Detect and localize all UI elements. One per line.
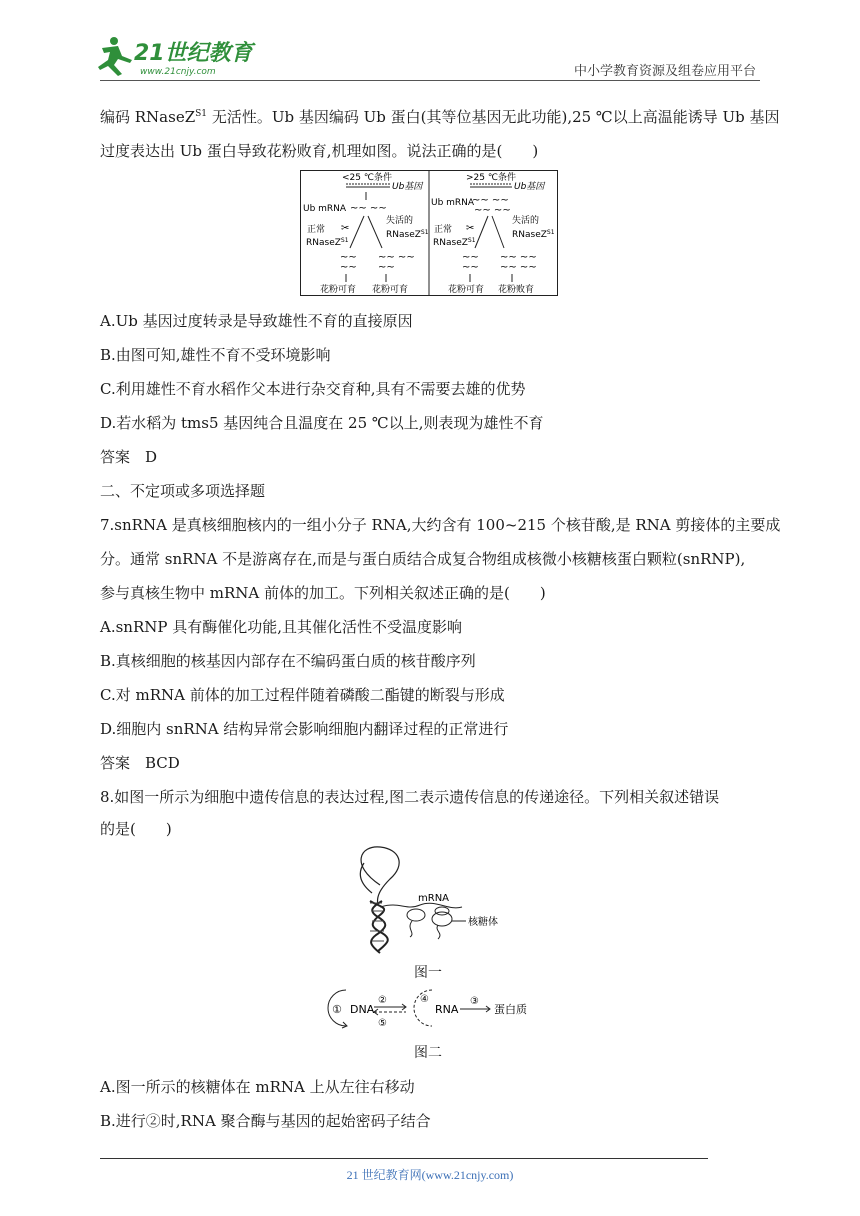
svg-text:⑤: ⑤: [378, 1018, 387, 1029]
q6-answer: 答案 D: [100, 448, 158, 466]
q7-option-d: D.细胞内 snRNA 结构异常会影响细胞内翻译过程的正常进行: [100, 720, 509, 738]
q6-option-a: A.Ub 基因过度转录是导致雄性不育的直接原因: [100, 312, 413, 330]
svg-text:失活的: 失活的: [386, 216, 414, 226]
q8-figure-1-caption: 图一: [414, 965, 442, 981]
svg-text:蛋白质: 蛋白质: [494, 1003, 527, 1016]
svg-text:花粉可育: 花粉可育: [372, 285, 409, 295]
svg-text:✂: ✂: [341, 223, 350, 234]
svg-text:DNA: DNA: [350, 1003, 375, 1016]
runner-icon: [98, 37, 132, 76]
svg-text:①: ①: [332, 1003, 342, 1016]
svg-text:~~: ~~: [378, 262, 395, 273]
svg-text:正常: 正常: [307, 225, 326, 235]
q7-option-b: B.真核细胞的核基因内部存在不编码蛋白质的核苷酸序列: [100, 652, 476, 670]
svg-text:核糖体: 核糖体: [468, 917, 498, 928]
svg-text:~~ ~~: ~~ ~~: [474, 205, 511, 216]
svg-text:~~ ~~: ~~ ~~: [500, 252, 537, 263]
platform-name: 中小学教育资源及组卷应用平台: [573, 64, 756, 79]
svg-text:Ub基因: Ub基因: [392, 182, 423, 192]
svg-text:>25 ℃条件: >25 ℃条件: [466, 173, 516, 183]
q7-answer: 答案 BCD: [100, 754, 180, 772]
svg-text:正常: 正常: [434, 225, 453, 235]
svg-text:~~ ~~: ~~ ~~: [472, 195, 509, 206]
svg-text:③: ③: [470, 996, 479, 1007]
svg-text:Ub mRNA: Ub mRNA: [303, 204, 347, 214]
q8-line-2: 的是( ): [100, 820, 172, 838]
q8-figure-2: [320, 986, 536, 1030]
svg-text:RNaseZS1: RNaseZ$^{S1}$: [433, 237, 476, 248]
q7-line-1: 7.snRNA 是真核细胞核内的一组小分子 RNA,大约含有 100~215 个核苷酸,是 RNA 剪接体的主要成: [100, 516, 781, 534]
svg-text:失活的: 失活的: [512, 216, 540, 226]
svg-text:花粉可育: 花粉可育: [448, 285, 485, 295]
q8-option-a: A.图一所示的核糖体在 mRNA 上从左往右移动: [100, 1078, 415, 1096]
logo-text: 21世纪教育: [134, 41, 253, 66]
header-divider: [100, 80, 760, 81]
svg-text:②: ②: [378, 995, 387, 1006]
q6-option-d: D.若水稻为 tms5 基因纯合且温度在 25 ℃以上,则表现为雄性不育: [100, 414, 544, 432]
svg-text:~~: ~~: [340, 262, 357, 273]
svg-text:Ub基因: Ub基因: [514, 182, 545, 192]
q7-option-c: C.对 mRNA 前体的加工过程伴随着磷酸二酯键的断裂与形成: [100, 686, 505, 704]
q7-option-a: A.snRNP 具有酶催化功能,且其催化活性不受温度影响: [100, 618, 463, 636]
q6-line-2: 过度表达出 Ub 蛋白导致花粉败育,机理如图。说法正确的是( ): [100, 142, 539, 160]
svg-text:~~: ~~: [340, 252, 357, 263]
svg-text:RNA: RNA: [435, 1003, 459, 1016]
site-logo: [92, 34, 262, 78]
svg-text:RNaseZS1: RNaseZ$^{S1}$: [386, 229, 429, 240]
footer-text: 21 世纪教育网(www.21cnjy.com): [346, 1168, 514, 1182]
svg-text:花粉可育: 花粉可育: [320, 285, 357, 295]
svg-text:Ub mRNA: Ub mRNA: [431, 198, 475, 208]
q8-figure-2-caption: 图二: [414, 1045, 442, 1061]
svg-text:<25 ℃条件: <25 ℃条件: [342, 173, 392, 183]
q8-option-b: B.进行②时,RNA 聚合酶与基因的起始密码子结合: [100, 1112, 431, 1130]
svg-text:~~ ~~: ~~ ~~: [500, 262, 537, 273]
svg-text:~~: ~~: [462, 252, 479, 263]
q7-line-3: 参与真核生物中 mRNA 前体的加工。下列相关叙述正确的是( ): [100, 584, 546, 602]
section-heading: 二、不定项或多项选择题: [100, 482, 266, 500]
svg-text:~~ ~~: ~~ ~~: [378, 252, 415, 263]
svg-text:✂: ✂: [466, 223, 475, 234]
svg-text:RNaseZS1: RNaseZ$^{S1}$: [512, 229, 555, 240]
svg-text:~~ ~~: ~~ ~~: [350, 203, 387, 214]
svg-text:RNaseZS1: RNaseZ$^{S1}$: [306, 237, 349, 248]
q7-line-2: 分。通常 snRNA 不是游离存在,而是与蛋白质结合成复合物组成核微小核糖核蛋白颗粒(snRNP),: [100, 550, 746, 568]
q6-option-b: B.由图可知,雄性不育不受环境影响: [100, 346, 331, 364]
q6-mechanism-figure: [300, 170, 558, 296]
q6-option-c: C.利用雄性不育水稻作父本进行杂交育种,具有不需要去雄的优势: [100, 380, 526, 398]
logo-url: www.21cnjy.com: [140, 67, 216, 77]
q8-line-1: 8.如图一所示为细胞中遗传信息的表达过程,图二表示遗传信息的传递途径。下列相关叙述错误: [100, 788, 720, 806]
svg-text:~~: ~~: [462, 262, 479, 273]
q8-figure-1: [340, 845, 512, 957]
q6-line-1: 编码 RNaseZ$^{S1}$ 无活性。Ub 基因编码 Ub 蛋白(其等位基因无此功能),25 ℃以上高温能诱导 Ub 基因: [100, 108, 780, 126]
svg-text:④: ④: [420, 994, 429, 1005]
svg-text:花粉败育: 花粉败育: [498, 285, 535, 295]
svg-text:mRNA: mRNA: [418, 893, 450, 904]
footer-divider: [100, 1158, 708, 1159]
